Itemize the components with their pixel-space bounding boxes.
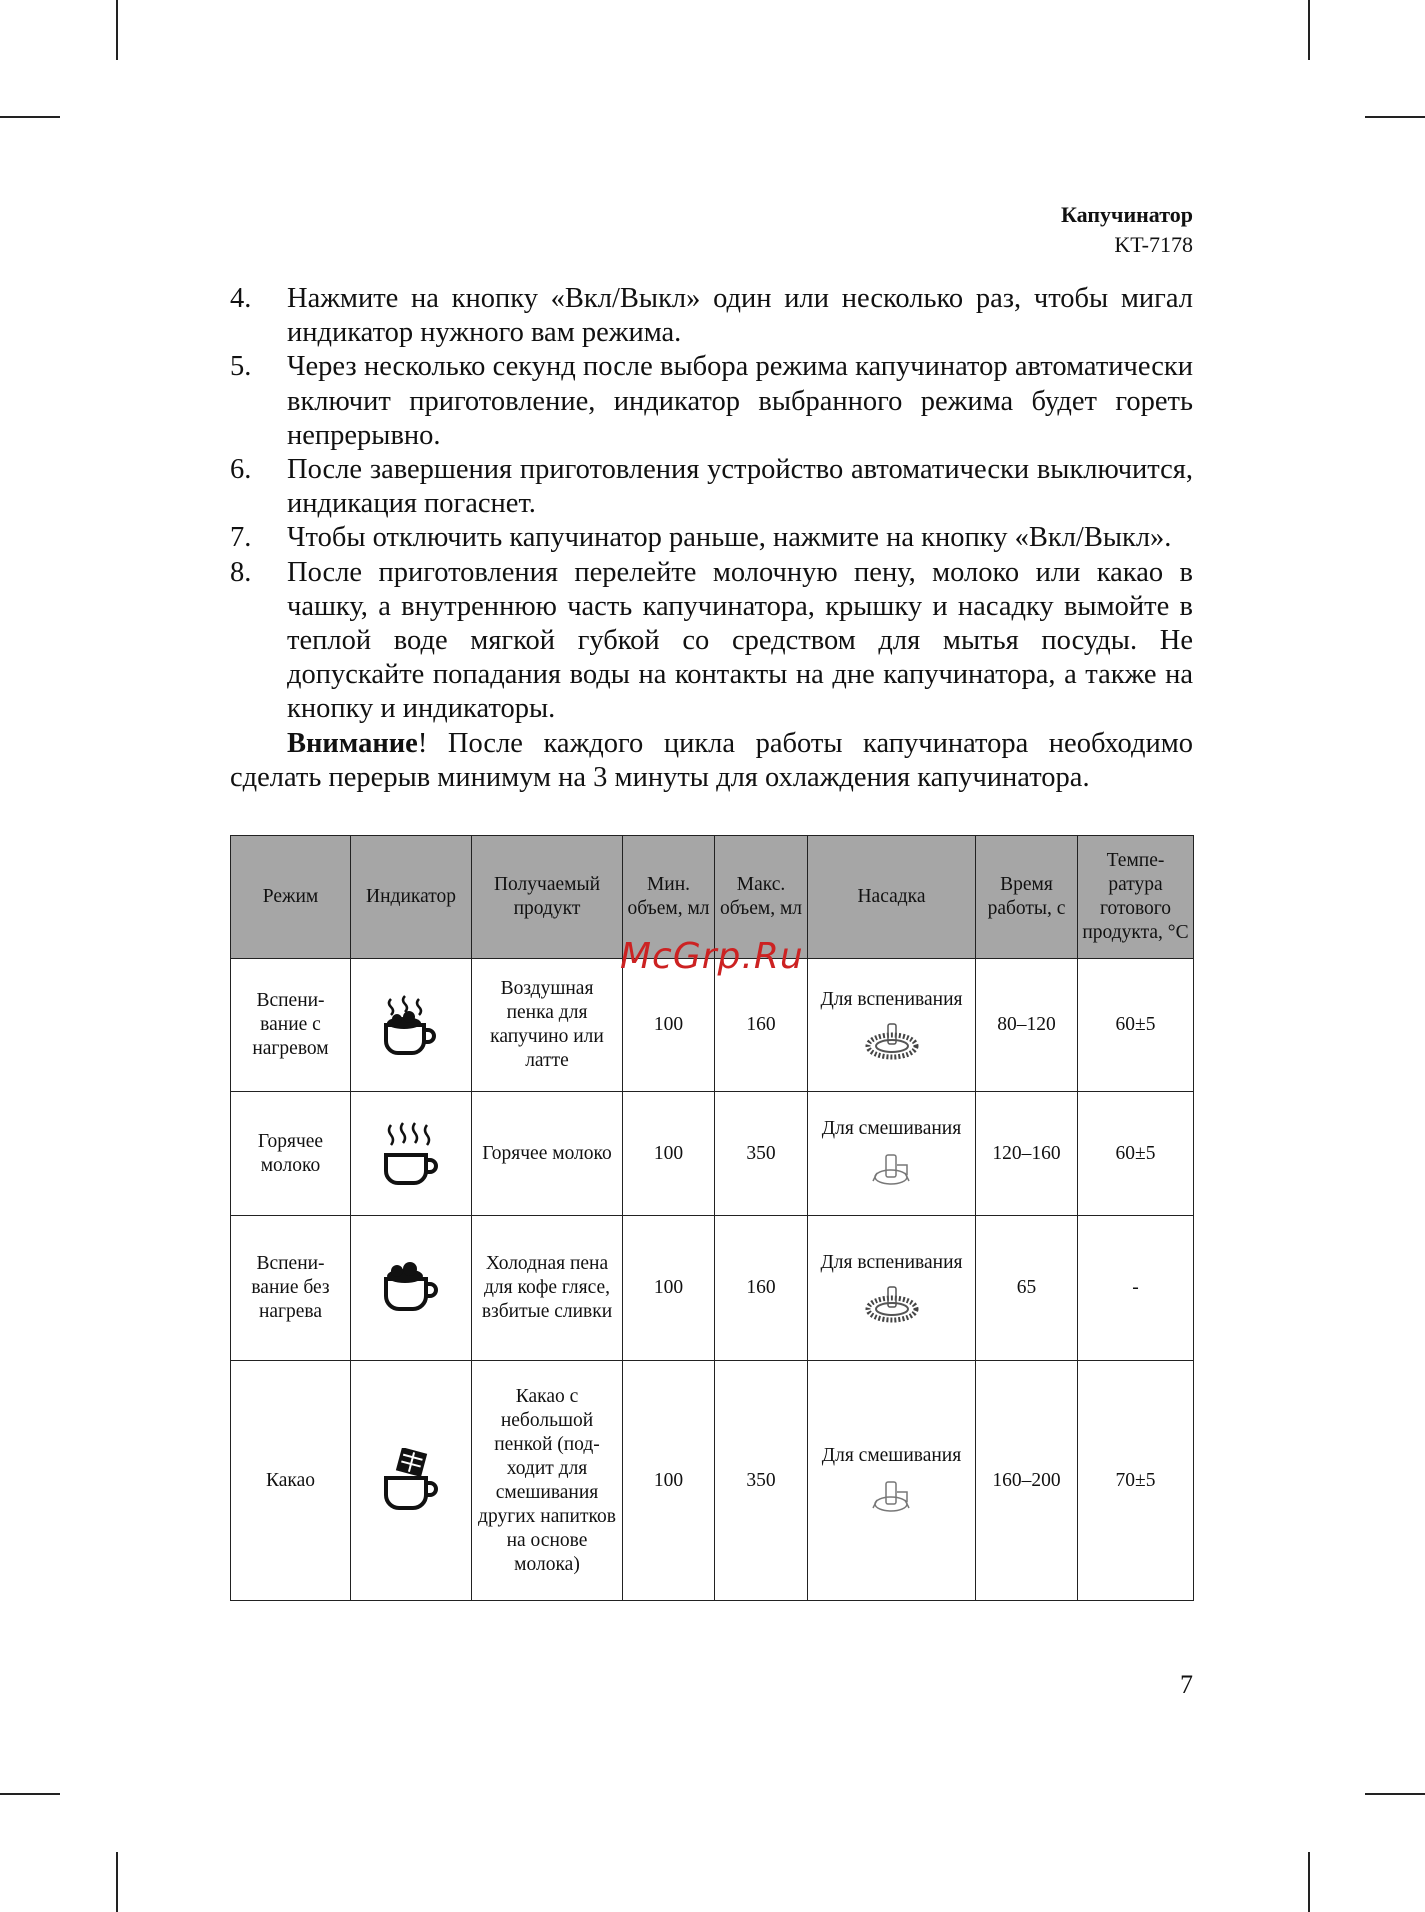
- cell-temp: 70±5: [1078, 1361, 1194, 1601]
- cell-indicator: [351, 959, 472, 1092]
- step-item: [230, 350, 1193, 453]
- cell-max: 350: [715, 1361, 808, 1601]
- nozzle-label: Для смешивания: [821, 1444, 962, 1466]
- header-mode: Режим: [231, 836, 351, 959]
- step-item: [230, 521, 1193, 555]
- cell-min: 100: [623, 1216, 715, 1361]
- page-number: 7: [1180, 1670, 1193, 1699]
- step-item: [230, 453, 1193, 521]
- mixing-disc-icon: [867, 1149, 917, 1191]
- header-indicator: Индикатор: [351, 836, 472, 959]
- step-text: После приготовления перелейте молочную пену, молоко или какао в чашку, а внутреннюю часть капучинатора, крышку и насадку вымойте в теплой воде мягкой губкой со средством для мытья посуды. Не допускайте попадания воды на контакты на дне капучинатора, а также на кнопку и индикаторы.: [287, 556, 1193, 725]
- crop-mark-right-bottom: [1365, 1793, 1425, 1795]
- nozzle-label: Для смешивания: [821, 1117, 962, 1139]
- crop-mark-top-left: [116, 0, 118, 60]
- product-title: Капучинатор: [1061, 202, 1193, 227]
- step-text: После завершения приготовления устройство автоматически выключится, индикация погаснет.: [287, 454, 1193, 520]
- cell-temp: -: [1078, 1216, 1194, 1361]
- cell-time: 120–160: [976, 1092, 1078, 1216]
- table-row: [231, 1092, 1194, 1216]
- watermark: McGrp.Ru: [620, 936, 804, 977]
- cell-temp: 60±5: [1078, 959, 1194, 1092]
- header-nozzle: Насадка: [808, 836, 976, 959]
- crop-mark-left-top: [0, 116, 60, 118]
- whisk-coil-icon: [864, 1283, 920, 1325]
- cell-mode: Вспени-вание с нагревом: [231, 959, 351, 1092]
- cell-time: 160–200: [976, 1361, 1078, 1601]
- cell-max: 350: [715, 1092, 808, 1216]
- cell-mode: Горячее молоко: [231, 1092, 351, 1216]
- header-time: Время работы, с: [976, 836, 1078, 959]
- cell-indicator: [351, 1092, 472, 1216]
- whisk-coil-icon: [864, 1020, 920, 1062]
- crop-mark-bottom-right: [1308, 1852, 1310, 1912]
- cell-max: 160: [715, 959, 808, 1092]
- table-row: [231, 1216, 1194, 1361]
- warning-text: ! После каждого цикла работы капучинатора необходимо сделать перерыв минимум на 3 минуты для охлаждения капучинатора.: [230, 727, 1193, 793]
- instruction-steps: [230, 282, 1193, 795]
- cell-min: 100: [623, 1092, 715, 1216]
- cup-chocolate-icon: [381, 1448, 441, 1514]
- cell-product: Холодная пена для кофе глясе, взбитые сливки: [472, 1216, 623, 1361]
- cell-min: 100: [623, 1361, 715, 1601]
- cell-temp: 60±5: [1078, 1092, 1194, 1216]
- nozzle-label: Для вспенивания: [820, 989, 963, 1010]
- nozzle-label: Для вспенивания: [820, 1252, 963, 1273]
- cup-steam-icon: [381, 1121, 441, 1187]
- cup-foam-icon: [381, 1260, 441, 1316]
- header-max-volume: Макс. объем, мл: [715, 836, 808, 959]
- cell-indicator: [351, 1361, 472, 1601]
- step-number: 4.: [230, 283, 252, 314]
- step-number: 5.: [230, 351, 252, 383]
- crop-mark-left-bottom: [0, 1793, 60, 1795]
- step-item: [230, 556, 1193, 727]
- warning-label: Внимание: [287, 727, 418, 759]
- cell-nozzle: [808, 1361, 976, 1601]
- cup-foam-steam-icon: [381, 994, 441, 1056]
- step-number: 8.: [230, 556, 252, 588]
- cell-min: 100: [623, 959, 715, 1092]
- product-model: KT-7178: [1114, 232, 1193, 257]
- step-text: Нажмите на кнопку «Вкл/Выкл» один или несколько раз, чтобы мигал индикатор нужного вам режима.: [287, 283, 1193, 349]
- cell-product: Воздушная пенка для капучино или латте: [472, 959, 623, 1092]
- warning-paragraph: [230, 727, 1193, 795]
- cell-nozzle: [808, 1216, 976, 1361]
- crop-mark-right-top: [1365, 116, 1425, 118]
- crop-mark-top-right: [1308, 0, 1310, 60]
- cell-product: Горячее молоко: [472, 1092, 623, 1216]
- header-product: Получаемый продукт: [472, 836, 623, 959]
- cell-time: 65: [976, 1216, 1078, 1361]
- table-row: [231, 959, 1194, 1092]
- header-min-volume: Мин. объем, мл: [623, 836, 715, 959]
- cell-indicator: [351, 1216, 472, 1361]
- cell-time: 80–120: [976, 959, 1078, 1092]
- page-header: [1061, 200, 1193, 260]
- table-row: [231, 1361, 1194, 1601]
- cell-nozzle: [808, 959, 976, 1092]
- step-item: [230, 282, 1193, 350]
- cell-nozzle: [808, 1092, 976, 1216]
- step-number: 7.: [230, 522, 252, 554]
- cell-max: 160: [715, 1216, 808, 1361]
- header-temperature: Темпе-ратура готового продукта, °С: [1078, 836, 1194, 959]
- cell-product: Какао с небольшой пенкой (под-ходит для смешивания других напитков на основе молока): [472, 1361, 623, 1601]
- crop-mark-bottom-left: [116, 1852, 118, 1912]
- cell-mode: Вспени-вание без нагрева: [231, 1216, 351, 1361]
- mixing-disc-icon: [867, 1476, 917, 1518]
- step-text: Через несколько секунд после выбора режима капучинатор автоматически включит приготовление, индикатор выбранного режима будет гореть непрерывно.: [287, 351, 1193, 451]
- step-number: 6.: [230, 454, 252, 486]
- cell-mode: Какао: [231, 1361, 351, 1601]
- step-text: Чтобы отключить капучинатор раньше, нажмите на кнопку «Вкл/Выкл».: [287, 522, 1172, 554]
